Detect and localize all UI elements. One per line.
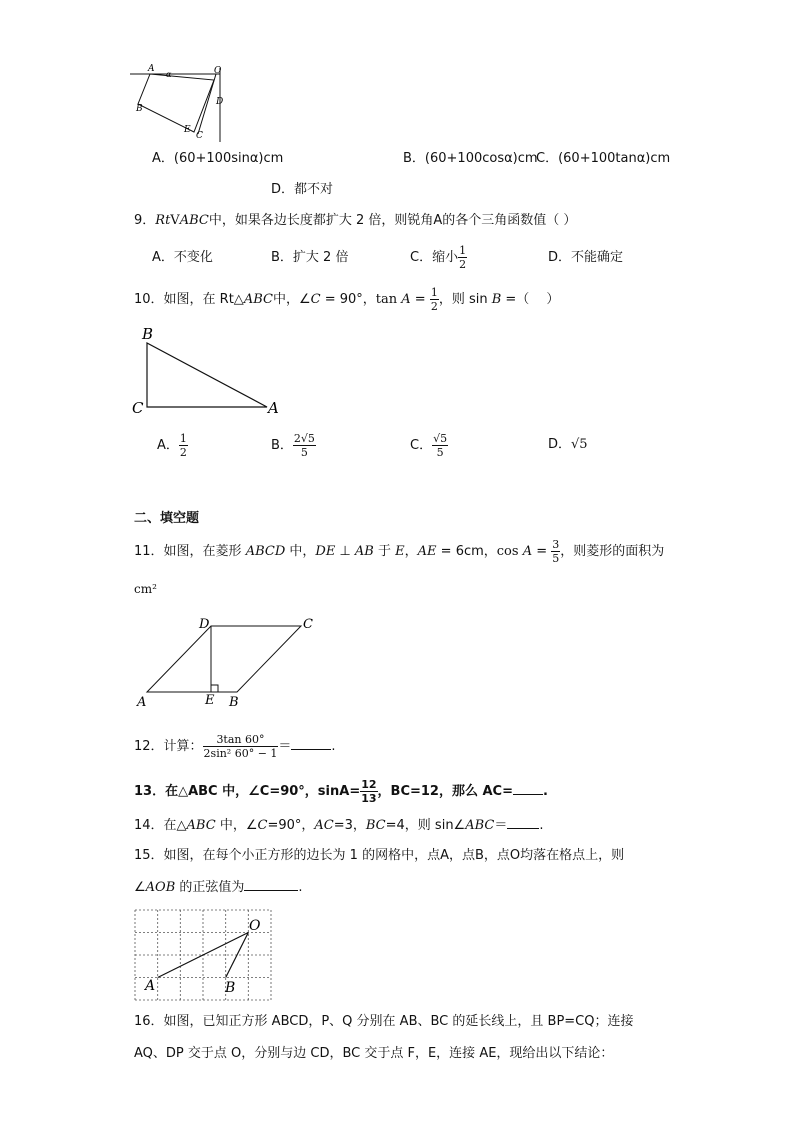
q14-t5: ＝ (494, 818, 508, 833)
q13-stem (134, 775, 548, 809)
q14-abc2: ABC (465, 818, 495, 833)
q11-e: E (395, 544, 405, 559)
q15-label-o: O (249, 918, 261, 934)
q9-option-b[interactable]: B．扩大 2 倍 (271, 250, 349, 265)
q8-label-b: B (136, 104, 143, 114)
q13-number: 13．在△ABC 中，∠C=90°，sinA= (134, 784, 361, 799)
q12-fraction (203, 733, 279, 760)
q14-t3: =3， (333, 818, 366, 833)
q11-t4: = 6cm， (436, 544, 497, 559)
q10-eq: = (410, 292, 430, 307)
q13-frac-num: 12 (361, 778, 377, 791)
q10-option-b[interactable] (271, 430, 316, 462)
q9-symbol: V (170, 213, 180, 228)
q11-frac-den: 5 (552, 552, 560, 565)
q14-t1: 中，∠ (215, 818, 258, 833)
q10-option-d[interactable] (548, 436, 588, 454)
q9-option-c[interactable] (410, 242, 467, 274)
q8-label-o: O (214, 66, 222, 76)
q11-number: 11．如图，在菱形 (134, 544, 246, 559)
q11-figure (135, 612, 320, 712)
q10-option-a[interactable] (157, 430, 188, 462)
q11-t3: ， (404, 544, 418, 559)
q8-label-a: A (148, 64, 155, 74)
q10-frac-num: 1 (430, 286, 438, 299)
q9-stem (134, 212, 576, 230)
q10-tan: tan (375, 292, 402, 307)
q11-de: DE (315, 544, 336, 559)
q10-option-c-fraction (432, 432, 448, 459)
q14-c: C (257, 818, 268, 833)
q8-option-d[interactable]: D．都不对 (271, 182, 334, 197)
q11-label-a: A (137, 695, 147, 710)
q10-figure (130, 325, 290, 420)
q15-label-b: B (225, 980, 236, 996)
q15-period: . (298, 880, 303, 895)
q13-period: . (542, 784, 548, 799)
q15-line1: 15．如图，在每个小正方形的边长为 1 的网格中，点A，点B，点O均落在格点上，则 (134, 848, 625, 863)
q12-answer-blank[interactable] (291, 737, 331, 750)
q10-option-b-den: 5 (300, 446, 308, 459)
q13-answer-blank[interactable] (513, 782, 543, 795)
q10-option-c-den: 5 (436, 446, 444, 459)
q10-c-val: = 90°， (320, 292, 376, 307)
q10-option-b-label: B． (271, 438, 293, 453)
q10-option-a-label: A． (157, 438, 179, 453)
q10-option-a-fraction (179, 432, 188, 459)
q10-label-b: B (142, 325, 154, 343)
q11-label-d: D (199, 617, 210, 632)
q11-rhombus (147, 626, 301, 692)
q8-label-alpha: α (166, 70, 172, 79)
q9-option-c-num: 1 (459, 244, 467, 257)
q10-mid: 中，∠ (272, 292, 311, 307)
q8-rectangle (138, 74, 214, 132)
q10-tail1: ，则 sin (438, 292, 492, 307)
q14-number: 14．在△ (134, 818, 187, 833)
q8-label-e: E (184, 125, 191, 135)
q9-text: 中，如果各边长度都扩大 2 倍，则锐角A的各个三角函数值（ ） (208, 213, 577, 228)
q12-stem (134, 730, 336, 764)
section-fill-in-heading: 二、填空题 (134, 511, 200, 526)
q15-line2 (134, 878, 303, 897)
q10-a: A (401, 292, 411, 307)
q11-t2: 于 (373, 544, 396, 559)
q9-option-d[interactable]: D．不能确定 (548, 250, 624, 265)
q8-option-c[interactable]: C．(60+100tanα)cm (536, 151, 671, 166)
q9-abc: ABC (179, 213, 209, 228)
q10-option-a-den: 2 (179, 446, 187, 459)
q9-option-c-fraction (458, 244, 467, 271)
q14-ac: AC (314, 818, 334, 833)
q13-frac-den: 13 (361, 792, 377, 805)
q9-rt: Rt (155, 213, 171, 228)
q11-label-b: B (229, 695, 239, 710)
q10-option-b-fraction (293, 432, 316, 459)
q11-abcd: ABCD (245, 544, 286, 559)
q15-grid-figure (133, 908, 275, 1002)
q8-label-c: C (196, 131, 203, 141)
q11-cos: cos (496, 544, 523, 559)
q11-fraction (551, 538, 560, 565)
q12-number: 12．计算： (134, 739, 203, 754)
q10-fraction (430, 286, 439, 313)
q10-number: 10．如图，在 Rt△ (134, 292, 244, 307)
q16-line1: 16．如图，已知正方形 ABCD，P、Q 分别在 AB、BC 的延长线上，且 BP=CQ；连接 (134, 1014, 634, 1029)
q9-number: 9． (134, 213, 156, 228)
q11-frac-num: 3 (552, 538, 560, 551)
q15-label-a: A (145, 978, 156, 994)
q11-ae: AE (417, 544, 437, 559)
q10-label-c: C (132, 399, 144, 417)
q14-bc: BC (365, 818, 386, 833)
q11-label-c: C (303, 617, 313, 632)
q10-option-d-value: √5 (571, 437, 588, 452)
q15-aob: AOB (145, 880, 176, 895)
q8-oc-line (198, 74, 216, 134)
q10-label-a: A (268, 399, 279, 417)
q9-option-c-label: C．缩小 (410, 250, 459, 265)
q11-a: A (522, 544, 533, 559)
q10-b: B (491, 292, 502, 307)
q10-option-d-label: D． (548, 437, 572, 452)
q8-option-b[interactable]: B．(60+100cosα)cm (403, 151, 538, 166)
q11-unit: cm² (134, 582, 157, 596)
q15-line2-text: 的正弦值为 (175, 880, 245, 895)
q11-eq: = (532, 544, 552, 559)
q14-period: . (539, 818, 544, 833)
q12-frac-den: 2sin² 60° − 1 (203, 747, 278, 760)
q12-eq: ＝ (278, 739, 292, 754)
q10-c: C (310, 292, 321, 307)
q10-option-c-label: C． (410, 438, 433, 453)
q12-period: . (331, 739, 336, 754)
q13-fraction (360, 778, 377, 805)
q10-option-c[interactable] (410, 430, 448, 462)
q9-option-a[interactable]: A．不变化 (152, 250, 213, 265)
q11-t5: ，则菱形的面积为 (560, 544, 665, 559)
q14-t4: =4，则 sin∠ (385, 818, 466, 833)
q11-t1: 中， (285, 544, 316, 559)
q12-frac-num: 3tan 60° (203, 733, 279, 747)
q11-label-e: E (205, 693, 215, 708)
q10-triangle (147, 343, 267, 407)
q10-tail2: =（ ） (501, 292, 560, 307)
q15-angle-symbol: ∠ (134, 880, 146, 895)
q9-option-c-den: 2 (459, 258, 467, 271)
q10-stem (134, 284, 559, 316)
q11-perp: ⊥ (335, 544, 355, 559)
q14-t2: =90°， (267, 818, 315, 833)
q14-answer-blank[interactable] (507, 816, 539, 829)
q14-abc: ABC (186, 818, 216, 833)
q14-stem (134, 816, 544, 835)
q10-option-a-num: 1 (179, 432, 187, 445)
q8-option-a[interactable]: A．(60+100sinα)cm (152, 151, 284, 166)
q8-label-d: D (216, 97, 224, 107)
q16-line2: AQ、DP 交于点 O，分别与边 CD，BC 交于点 F，E，连接 AE，现给出以下结论： (134, 1046, 614, 1061)
q11-stem (134, 535, 664, 569)
q10-option-c-num: √5 (433, 432, 448, 445)
q8-figure (128, 62, 238, 144)
q10-option-b-num: 2√5 (293, 432, 315, 445)
q15-answer-blank[interactable] (244, 878, 298, 891)
q10-frac-den: 2 (430, 300, 438, 313)
q10-abc: ABC (243, 292, 273, 307)
q13-tail: ，BC=12，那么 AC= (377, 784, 513, 799)
q11-right-angle-mark (211, 685, 218, 692)
q11-ab: AB (354, 544, 374, 559)
